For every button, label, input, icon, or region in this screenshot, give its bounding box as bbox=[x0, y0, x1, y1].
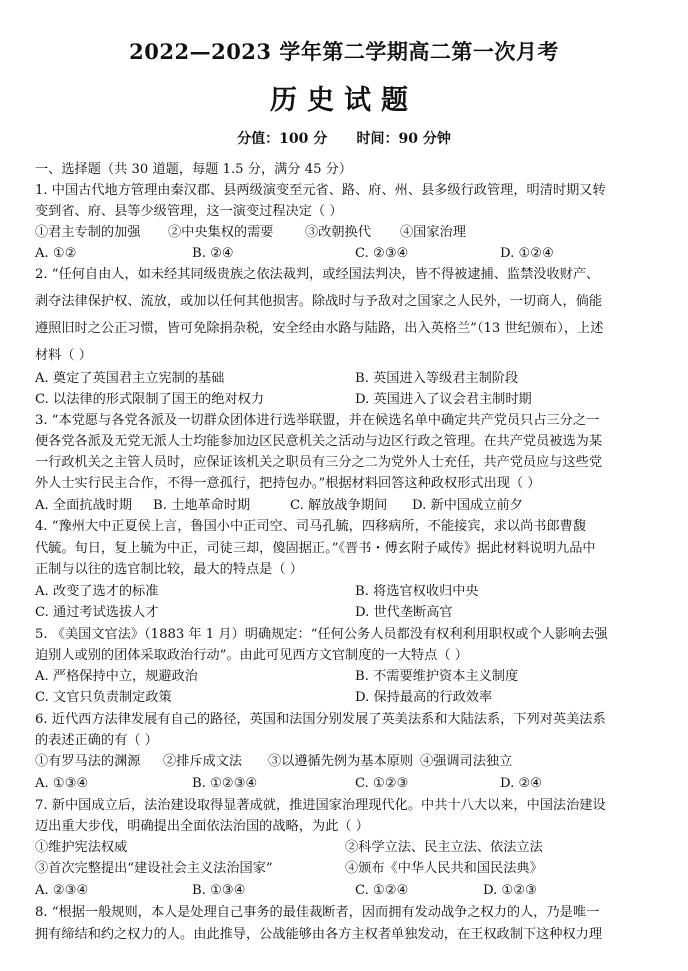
q1-option-b: B. ②④ bbox=[192, 246, 234, 261]
q2-stem-line: 2. “任何自由人，如未经其同级贵族之依法裁判，或经国法判决，皆不得被逮捕、监禁没收财产、 bbox=[35, 267, 600, 282]
q6-item: ①有罗马法的渊源 bbox=[35, 754, 141, 769]
q2-stem-line: 遵照旧时之公正习惯，皆可免除捐杂税，安全经由水路与陆路，出入英格兰”（13 世纪颁布），上述 bbox=[35, 321, 604, 336]
q6-stem-line: 6. 近代西方法律发展有自己的路径，英国和法国分别发展了英美法系和大陆法系，下列对英美法系 bbox=[35, 712, 606, 727]
q3-stem-line: 便各党各派及无党无派人士均能参加边区民意机关之活动与边区行政之管理。在共产党员被选为某 bbox=[35, 434, 603, 449]
q7-item: ①维护宪法权威 bbox=[35, 840, 128, 855]
q1-stem-line: 变到省、府、县等少级管理，这一演变过程决定（ ） bbox=[35, 204, 343, 219]
q1-item: ③改朝换代 bbox=[305, 225, 371, 240]
q1-option-c: C. ②③④ bbox=[355, 246, 409, 261]
q8-stem-line: 拥有缔结和约之权力的人。由此推导，公战能够由各方主权者单独发动，在王权政制下这种权力理 bbox=[35, 927, 603, 942]
q7-item: ②科学立法、民主立法、依法立法 bbox=[345, 840, 543, 855]
q6-option-c: C. ①②③ bbox=[355, 776, 409, 791]
q5-option-d: D. 保持最高的行政效率 bbox=[355, 690, 493, 705]
q1-item: ④国家治理 bbox=[400, 225, 466, 240]
q4-option-a: A. 改变了选才的标准 bbox=[35, 584, 159, 599]
q3-stem-line: 3. “本党愿与各党各派及一切群众团体进行选举联盟，并在候选名单中确定共产党员只占三分之一 bbox=[35, 413, 600, 428]
q6-option-b: B. ①②③④ bbox=[192, 776, 258, 791]
q4-option-b: B. 将选官权收归中央 bbox=[355, 584, 479, 599]
q3-stem-line: 一行政机关之主管人员时，应保证该机关之职员有三分之二为党外人士充任，共产党员应与这些党 bbox=[35, 455, 603, 470]
q4-stem-line: 4. “豫州大中正夏侯上言，鲁国小中正司空、司马孔毓，四移病所，不能接宾，求以尚书郎曹馥 bbox=[35, 519, 587, 534]
subject-title: 历史试题 bbox=[270, 85, 418, 116]
q3-stem-line: 外人士实行民主合作，不得一意孤行，把持包办。”根据材料回答这种政权形式出现（ ） bbox=[35, 476, 541, 491]
q7-option-c: C. ①②④ bbox=[355, 883, 409, 898]
q6-item: ③以遵循先例为基本原则 bbox=[268, 754, 414, 769]
q7-stem-line: 迈出重大步伐，明确提出全面依法治国的战略，为此（ ） bbox=[35, 819, 369, 834]
q7-item: ③首次完整提出“建设社会主义法治国家” bbox=[35, 861, 273, 876]
q3-option-a: A. 全面抗战时期 bbox=[35, 498, 133, 513]
q4-option-d: D. 世代垄断高官 bbox=[355, 605, 453, 620]
q5-option-c: C. 文官只负责制定政策 bbox=[35, 690, 172, 705]
q7-option-b: B. ①③④ bbox=[192, 883, 246, 898]
q2-option-a: A. 奠定了英国君主立宪制的基础 bbox=[35, 371, 225, 386]
q4-stem-line: 代毓。旬日，复上毓为中正，司徒三却，傻固据正。”《晋书・傅玄附子咸传》据此材料说明九品中 bbox=[35, 541, 596, 556]
q5-stem-line: 迫别人或别的团体采取政治行动”。由此可见西方文官制度的一大特点（ ） bbox=[35, 648, 468, 663]
q7-item: ④颁布《中华人民共和国民法典》 bbox=[345, 861, 543, 876]
score-time-info: 分值：100 分 时间：90 分钟 bbox=[237, 131, 451, 147]
q6-option-a: A. ①③④ bbox=[35, 776, 89, 791]
q7-option-d: D. ①②③ bbox=[483, 883, 537, 898]
exam-title: 2022—2023 学年第二学期高二第一次月考 bbox=[129, 39, 559, 64]
q1-option-a: A. ①② bbox=[35, 246, 77, 261]
q3-option-c: C. 解放战争期间 bbox=[290, 498, 388, 513]
q2-stem-line: 剥夺法律保护权、流放，或加以任何其他损害。除战时与予敌对之国家之人民外，一切商人，倘能 bbox=[35, 294, 603, 309]
q5-stem-line: 5. 《美国文官法》（1883 年 1 月）明确规定：“任何公务人员都没有权利利用职权或个人影响去强 bbox=[35, 627, 608, 642]
q1-option-d: D. ①②④ bbox=[500, 246, 554, 261]
section-heading: 一、选择题（共 30 道题，每题 1.5 分，满分 45 分） bbox=[35, 162, 353, 177]
q6-option-d: D. ②④ bbox=[500, 776, 543, 791]
q2-option-b: B. 英国进入等级君主制阶段 bbox=[355, 371, 519, 386]
q4-option-c: C. 通过考试选拔人才 bbox=[35, 605, 159, 620]
q3-option-d: D. 新中国成立前夕 bbox=[412, 498, 523, 513]
q1-item: ①君主专制的加强 bbox=[35, 225, 141, 240]
q2-option-d: D. 英国进入了议会君主制时期 bbox=[355, 392, 532, 407]
q2-stem-line: 材料（ ） bbox=[35, 348, 92, 363]
q7-stem-line: 7. 新中国成立后，法治建设取得显著成就，推进国家治理现代化。中共十八大以来，中国法治建设 bbox=[35, 798, 606, 813]
q1-stem-line: 1. 中国古代地方管理由秦汉郡、县两级演变至元省、路、府、州、县多级行政管理，明清时期又转 bbox=[35, 183, 606, 198]
q6-item: ④强调司法独立 bbox=[420, 754, 513, 769]
q8-stem-line: 8. “根据一般规则，本人是处理自己事务的最佳裁断者，因而拥有发动战争之权力的人，乃是唯一 bbox=[35, 905, 600, 920]
q7-option-a: A. ②③④ bbox=[35, 883, 89, 898]
q6-item: ②排斥成文法 bbox=[163, 754, 243, 769]
q6-stem-line: 的表述正确的有（ ） bbox=[35, 733, 158, 748]
q3-option-b: B. 土地革命时期 bbox=[153, 498, 251, 513]
q4-stem-line: 正制与以往的选官制比较，最大的特点是（ ） bbox=[35, 562, 303, 577]
q5-option-b: B. 不需要维护资本主义制度 bbox=[355, 669, 519, 684]
q1-item: ②中央集权的需要 bbox=[168, 225, 274, 240]
q5-option-a: A. 严格保持中立，规避政治 bbox=[35, 669, 198, 684]
q2-option-c: C. 以法律的形式限制了国王的绝对权力 bbox=[35, 392, 265, 407]
